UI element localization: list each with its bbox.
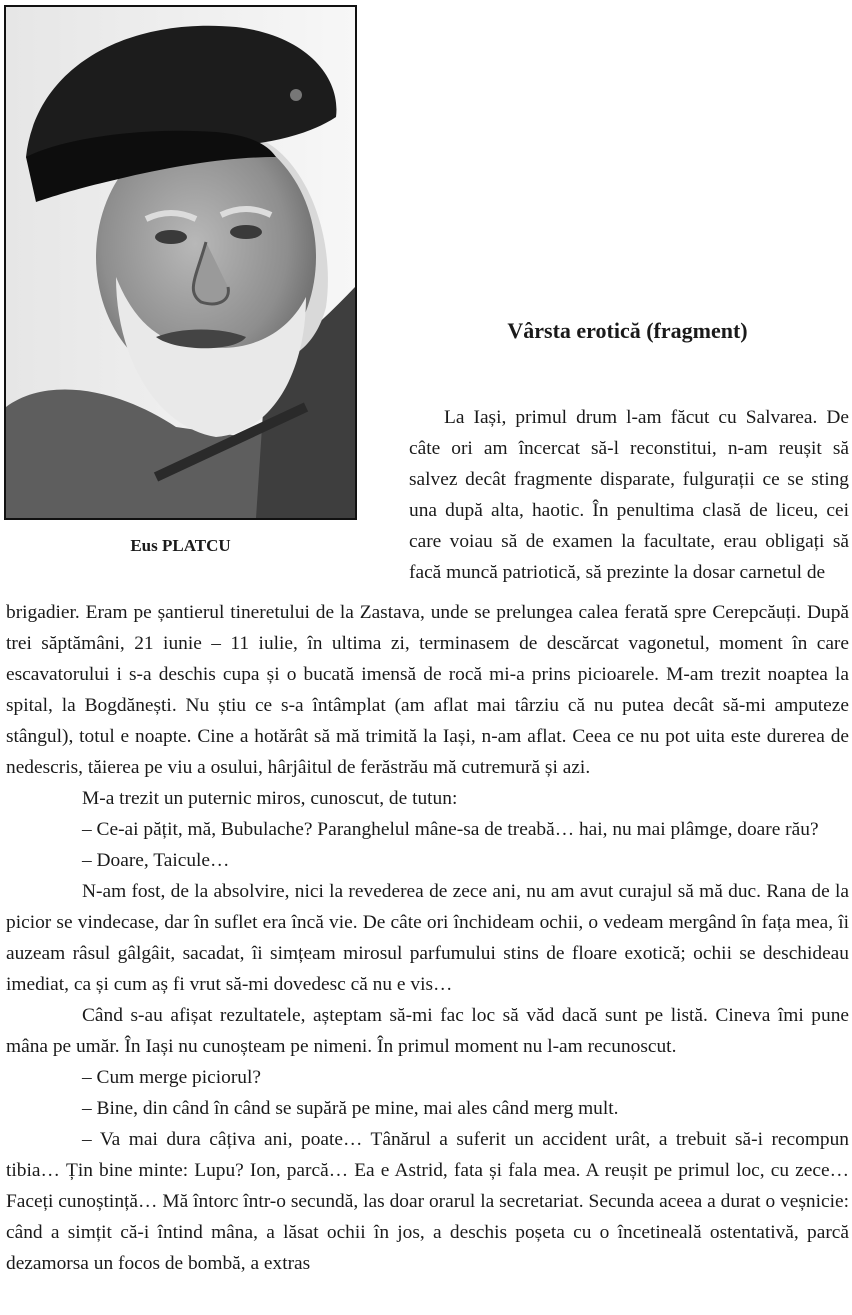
author-portrait-image [6, 7, 355, 518]
article-paragraph: brigadier. Eram pe șantierul tineretului de la Zastava, unde se prelungea calea ferată spre Cerepcăuți. După trei săptămâni, 21 iunie – 11 iulie, în ultima zi, terminasem de descărcat vagonetul, moment în care escavatorului i s-a deschis cupa și o bucată imensă de rocă mi-a prins picioarele. M-am trezit noaptea la spital, la Bogdănești. Nu știu ce s-a întâmplat (am aflat mai târziu că nu putea decât să-mi amputeze stângul), totul e noapte. Cine a hotărât să mă trimită la Iași, n-am aflat. Ceea ce nu pot uita este durerea de nedescris, tăierea pe viu a osului, hârjâitul de ferăstrău mă cutremură și azi. [6, 602, 849, 778]
article-paragraph: Când s-au afișat rezultatele, așteptam să-mi fac loc să văd dacă sunt pe listă. Cineva îmi pune mâna pe umăr. În Iași nu cunoșteam pe nimeni. În primul moment nu l-am recunoscut. [6, 1005, 849, 1057]
dialogue-line: – Doare, Taicule… [82, 850, 230, 871]
dialogue-line: – Cum merge piciorul? [82, 1067, 261, 1088]
article-body [6, 597, 849, 1279]
dialogue-line: – Ce-ai pățit, mă, Bubulache? Paranghelul mâne-sa de treabă… hai, nu mai plâmge, doare rău? [82, 819, 819, 840]
author-photo [4, 5, 357, 520]
dialogue-line: – Va mai dura câțiva ani, poate… Tânărul a suferit un accident urât, a trebuit să-i recompun tibia… Țin bine minte: Lupu? Ion, parcă… Ea e Astrid, fata și fala mea. A reușit pe primul loc, cu zece… Faceți cunoștință… Mă întorc într-o secundă, las doar orarul la secretariat. Secunda aceea a durat o veșnicie: când a simțit că-i întind mâna, a lăsat ochii în jos, a deschis poșeta cu o încetineală ostentativă, parcă dezamorsa un focos de bombă, a extras [6, 1129, 849, 1274]
dialogue-line: – Bine, din când în când se supără pe mine, mai ales când merg mult. [82, 1098, 619, 1119]
article-paragraph: M-a trezit un puternic miros, cunoscut, de tutun: [82, 788, 458, 809]
article-title: Vârsta erotică (fragment) [507, 318, 748, 343]
article-paragraph: La Iași, primul drum l-am făcut cu Salvarea. De câte ori am încercat să-l reconstitui, n-am reușit să salvez decât fragmente disparate, fulgurații ce se sting una după alta, haotic. În penultima clasă de liceu, cei care voiau să de examen la facultate, erau obligați să facă muncă patriotică, să prezinte la dosar carnetul de [409, 407, 849, 583]
article-paragraph: N-am fost, de la absolvire, nici la revederea de zece ani, nu am avut curajul să mă duc. Rana de la picior se vindecase, dar în suflet era încă vie. De câte ori închideam ochii, o vedeam mergând în fața mea, îi auzeam râsul gâlgâit, sacadat, îi simțeam mirosul parfumului stins de floare exotică; ochii se deschideau imediat, ca și cum aș fi vrut să-mi dovedesc că nu e vis… [6, 881, 849, 995]
article-intro-column [409, 402, 849, 588]
author-caption: Eus PLATCU [130, 536, 231, 555]
